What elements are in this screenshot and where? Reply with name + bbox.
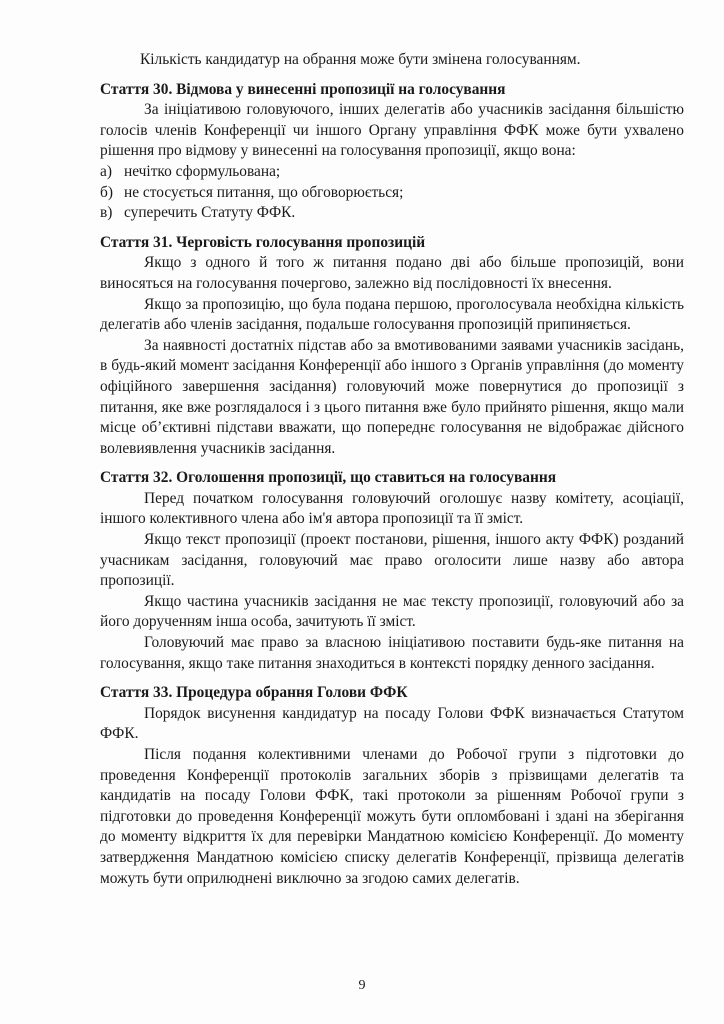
article-32-heading: Стаття 32. Оголошення пропозиції, що ставиться на голосування — [100, 469, 557, 487]
article-31-paragraph-1: Якщо з одного й того ж питання подано дві або більше пропозицій, вони виносяться на голосування почергово, залежно від послідовності їх внесення. — [100, 254, 684, 292]
article-31-paragraph-3: За наявності достатніх підстав або за вмотивованими заявами учасників засідань, в будь-який момент засідання Конференції або іншого з Органів управління (до моменту офіційного завершення засідання) головуючий може повернутися до пропозиції з питання, яке вже розглядалося і з цього питання вже було прийнято рішення, якщо мали місце об’єктивні підстави вважати, що попереднє голосування не відображає дійсного волевиявлення учасників засідання. — [100, 336, 684, 457]
list-item — [100, 183, 684, 204]
article-32-paragraph-1: Перед початком голосування головуючий оголошує назву комітету, асоціації, іншого колективного члена або ім'я автора пропозиції та її зміст. — [100, 489, 684, 528]
article-31-paragraph-2: Якщо за пропозицію, що була подана першою, проголосувала необхідна кількість делегатів або членів засідання, подальше голосування пропозицій припиняється. — [100, 295, 684, 334]
carryover-paragraph: Кількість кандидатур на обрання може бути змінена голосуванням. — [140, 51, 581, 68]
article-32 — [100, 468, 684, 674]
article-33 — [100, 683, 684, 889]
list-item-text: суперечить Статуту ФФК. — [124, 204, 296, 222]
article-31-heading: Стаття 31. Черговість голосування пропозицій — [100, 233, 426, 251]
list-item-text: нечітко сформульована; — [124, 162, 281, 180]
article-30-list — [100, 162, 684, 224]
list-marker: в) — [100, 204, 113, 222]
article-33-paragraph-1: Порядок висунення кандидатур на посаду Голови ФФК визначається Статутом ФФК. — [100, 704, 684, 743]
list-item — [100, 203, 684, 224]
list-marker: а) — [100, 162, 112, 180]
article-32-paragraph-3: Якщо частина учасників засідання не має тексту пропозиції, головуючий або за його дорученням інша особа, зачитують її зміст. — [100, 592, 684, 631]
article-30-paragraph-1: За ініціативою головуючого, інших делегатів або учасників засідання більшістю голосів членів Конференції чи іншого Органу управління ФФК може бути ухвалено рішення про відмову у винесенні на голосування пропозиції, якщо вона: — [100, 101, 684, 160]
article-31 — [100, 233, 684, 460]
article-32-paragraph-2: Якщо текст пропозиції (проект постанови, рішення, іншого акту ФФК) розданий учасникам засідання, головуючий має право оголосити лише назву або автора пропозиції. — [100, 531, 684, 590]
list-item-text: не стосується питання, що обговорюється; — [124, 183, 404, 201]
article-30 — [100, 80, 684, 224]
article-33-heading: Стаття 33. Процедура обрання Голови ФФК — [100, 684, 408, 702]
article-32-paragraph-4: Головуючий має право за власною ініціативою поставити будь-яке питання на голосування, якщо таке питання знаходиться в контексті порядку денного засідання. — [100, 634, 684, 672]
list-marker: б) — [100, 183, 113, 201]
page-number: 9 — [358, 978, 366, 993]
document-body — [100, 50, 684, 889]
article-30-heading: Стаття 30. Відмова у винесенні пропозиції на голосування — [100, 80, 506, 98]
list-item — [100, 162, 684, 183]
article-33-paragraph-2: Після подання колективними членами до Робочої групи з підготовки до проведення Конференції протоколів загальних зборів з прізвищами делегатів та кандидатів на посаду Голови ФФК, такі протоколи за рішенням Робочої групи з підготовки до проведення Конференції можуть бути опломбовані і здані на зберігання до моменту відкриття їх для перевірки Мандатною комісією Конференції. До моменту затвердження Мандатною комісією списку делегатів Конференції, прізвища делегатів можуть бути оприлюднені виключно за згодою самих делегатів. — [100, 746, 684, 887]
